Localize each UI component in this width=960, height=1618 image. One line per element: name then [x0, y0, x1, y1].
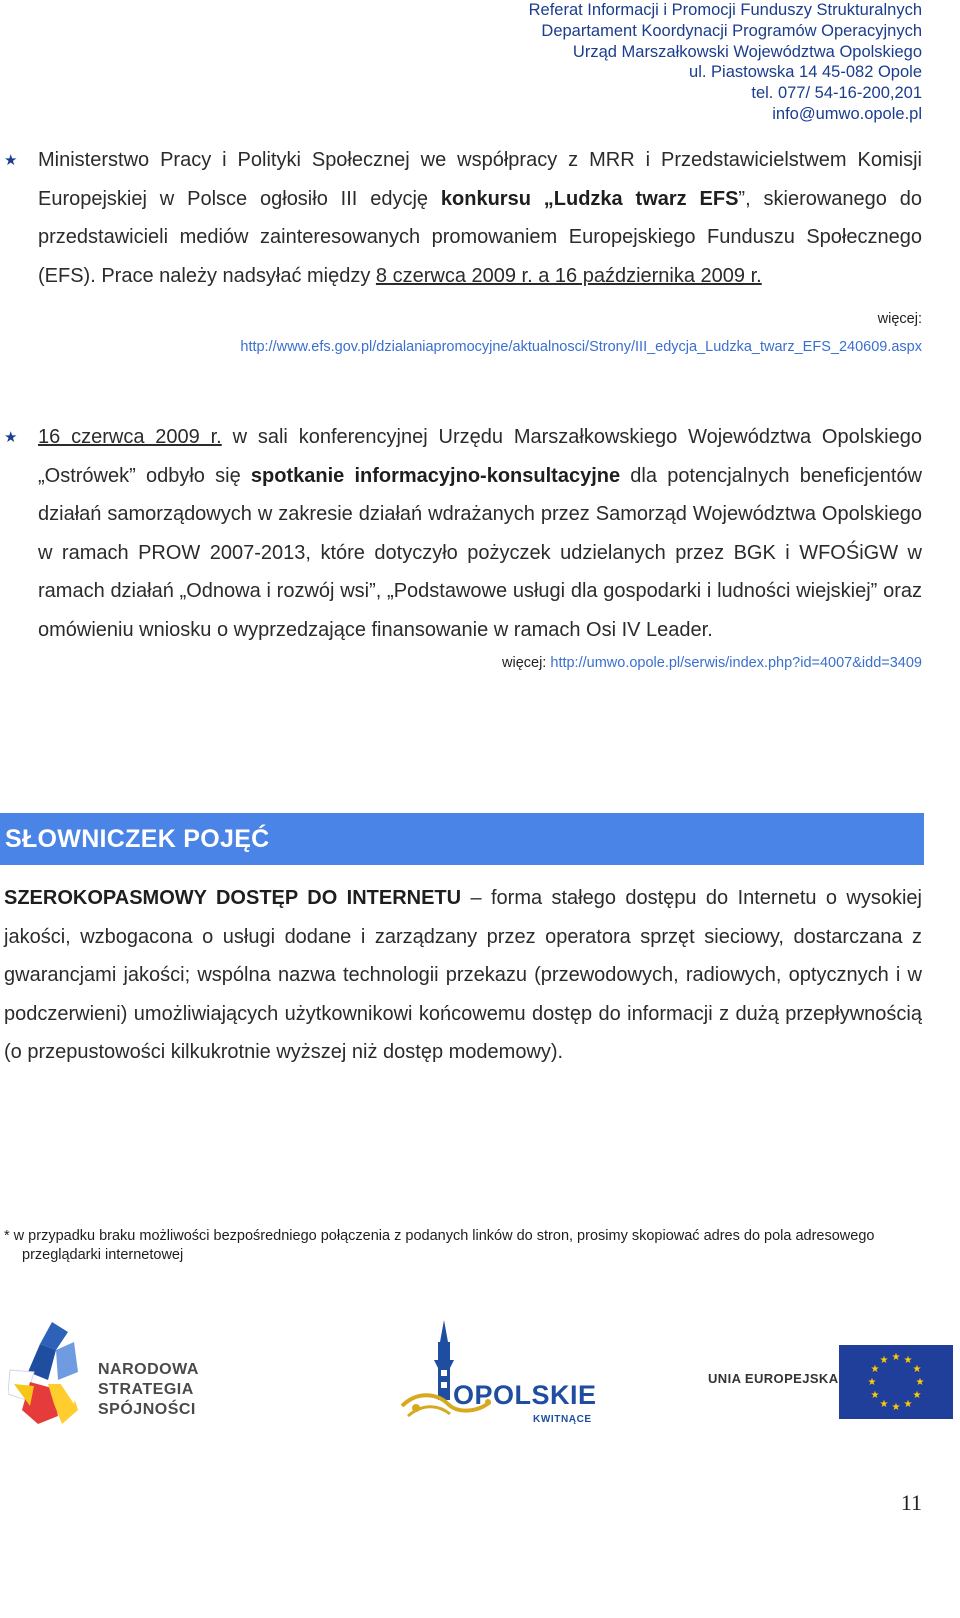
- opolskie-logo: [398, 1320, 608, 1438]
- more-link[interactable]: [38, 333, 922, 361]
- letterhead-email[interactable]: info@umwo.opole.pl: [772, 104, 922, 123]
- letterhead-line: Departament Koordynacji Programów Operacyjnych: [541, 21, 922, 40]
- letterhead-line: Referat Informacji i Promocji Funduszy Strukturalnych: [528, 1, 922, 19]
- letterhead: [322, 0, 922, 125]
- news-paragraph: [38, 141, 922, 295]
- glossary-term: SZEROKOPASMOWY DOSTĘP DO INTERNETU: [4, 887, 462, 909]
- news-text: dla potencjalnych beneficjentów działań samorządowych w zakresie działań wdrażanych przez Samorząd Województwa Opolskiego w ramach PROW 2007-2013, które dotyczyło pożyczek udzielanych przez BGK i WFOŚiGW w ramach działań „Odnowa i rozwój wsi”, „Podstawowe usługi dla gospodarki i ludności wiejskiej” oraz omówieniu wniosku o wyprzedzające finansowanie w ramach Osi IV Leader.: [38, 464, 923, 641]
- svg-text:★: ★: [870, 1390, 880, 1401]
- news-text: ”, skierowanego do przedstawicieli mediów zainteresowanych promowaniem Europejskiego Funduszu Społecznego (EFS). Prace należy nadsyłać między: [38, 187, 923, 287]
- more-label: więcej:: [502, 655, 551, 671]
- news-text: w sali konferencyjnej Urzędu Marszałkowskiego Województwa Opolskiego „Ostrówek” odbyło się: [38, 426, 922, 487]
- nss-line: NARODOWA: [98, 1361, 199, 1378]
- news-highlight: spotkanie informacyjno-konsultacyjne: [250, 464, 621, 487]
- eu-logo: [708, 1345, 958, 1425]
- footnote: [4, 1227, 922, 1265]
- letterhead-line: ul. Piastowska 14 45-082 Opole: [689, 63, 922, 82]
- glossary-entry: [4, 879, 922, 1072]
- opolskie-subtext: KWITNĄCE: [533, 1414, 592, 1425]
- svg-text:★: ★: [879, 1355, 889, 1366]
- svg-text:★: ★: [867, 1377, 877, 1388]
- efs-link[interactable]: http://www.efs.gov.pl/dzialaniapromocyjne/aktualnosci/Strony/III_edycja_Ludzka_twarz_EFS_240609.aspx: [240, 339, 922, 355]
- star-bullet-icon: ★: [4, 152, 18, 169]
- news-date-range: 8 czerwca 2009 r. a 16 października 2009 r.: [375, 264, 762, 287]
- svg-text:★: ★: [891, 1352, 901, 1363]
- umwo-link[interactable]: http://umwo.opole.pl/serwis/index.php?id=4007&idd=3409: [550, 655, 922, 671]
- more-label: więcej:: [877, 311, 922, 327]
- nss-emblem-icon: [8, 1320, 98, 1438]
- svg-text:★: ★: [903, 1399, 913, 1410]
- news-item-efs-contest: [4, 141, 923, 361]
- svg-text:★: ★: [870, 1364, 880, 1375]
- eu-text: UNIA EUROPEJSKA: [708, 1371, 839, 1386]
- nss-text: [98, 1360, 268, 1420]
- glossary-definition: – forma stałego dostępu do Internetu o wysokiej jakości, wzbogacona o usługi dodane i zarządzany przez operatora sprzęt sieciowy, dostarczana z gwarancjami jakości; wspólna nazwa technologii przekazu (przewodowych, radiowych, optycznych i w podczerwieni) umożliwiających użytkownikowi końcowemu dostęp do informacji z dużą przepływnością (o przepustowości kilkukrotnie wyższej niż dostęp modemowy).: [4, 887, 922, 1063]
- news-highlight: konkursu „Ludzka twarz EFS: [440, 187, 739, 210]
- more-line: [38, 649, 922, 677]
- svg-text:★: ★: [879, 1399, 889, 1410]
- logo-strip: [8, 1320, 958, 1438]
- footnote-text: * w przypadku braku możliwości bezpośredniego połączenia z podanych linków do stron, prosimy skopiować adres do pola adresowego przeglądarki internetowej: [4, 1228, 875, 1263]
- nss-logo: [8, 1320, 268, 1438]
- svg-text:★: ★: [891, 1402, 901, 1413]
- glossary-title: SŁOWNICZEK POJĘĆ: [0, 813, 924, 865]
- svg-text:★: ★: [915, 1377, 925, 1388]
- letterhead-line: Urząd Marszałkowski Województwa Opolskiego: [572, 42, 922, 61]
- svg-text:★: ★: [912, 1390, 922, 1401]
- opolskie-text: OPOLSKIE: [453, 1380, 597, 1410]
- svg-text:★: ★: [903, 1355, 913, 1366]
- eu-flag-icon: [839, 1345, 953, 1419]
- page-number: 11: [900, 1490, 922, 1515]
- news-item-meeting: [4, 418, 923, 677]
- svg-text:★: ★: [912, 1364, 922, 1375]
- letterhead-line: tel. 077/ 54-16-200,201: [751, 84, 922, 103]
- news-date: 16 czerwca 2009 r.: [38, 426, 222, 448]
- news-text: Ministerstwo Pracy i Polityki Społecznej we współpracy z MRR i Przedstawicielstwem Komisji Europejskiej w Polsce ogłosiło III edycję: [38, 149, 922, 210]
- news-paragraph: [38, 418, 922, 649]
- nss-line: STRATEGIA SPÓJNOŚCI: [98, 1381, 196, 1418]
- star-bullet-icon: ★: [4, 429, 18, 446]
